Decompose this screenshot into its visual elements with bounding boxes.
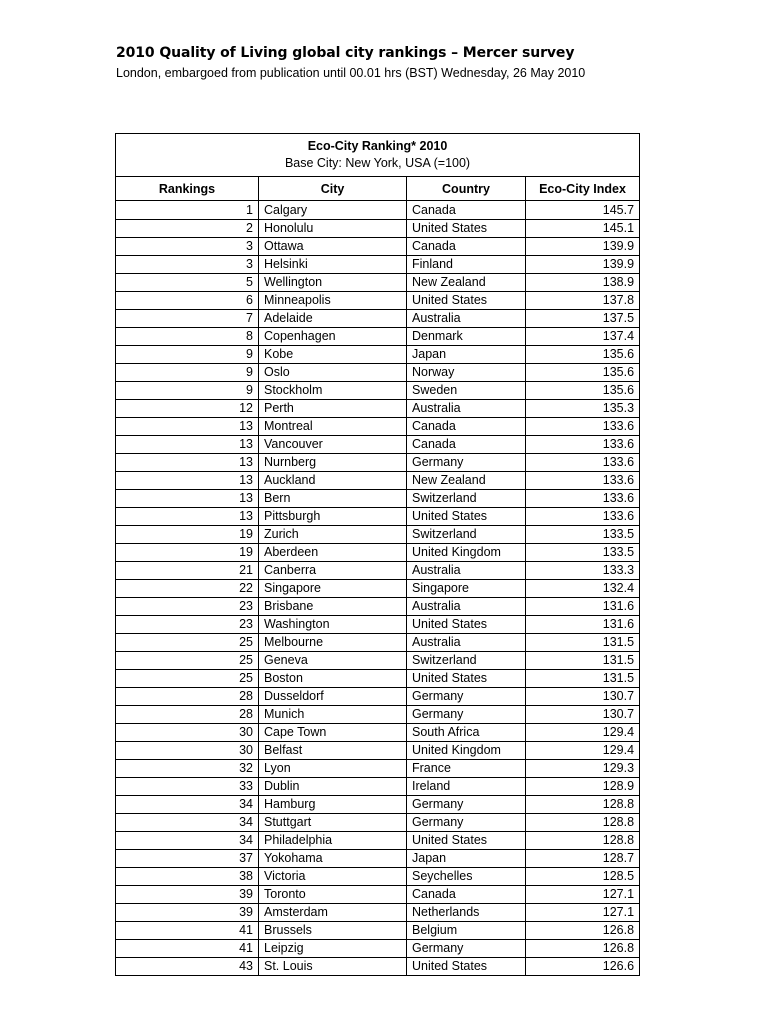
table-row: [116, 508, 640, 526]
table-row: [116, 832, 640, 850]
city-cell: St. Louis: [259, 958, 407, 976]
document-subtitle: London, embargoed from publication until 00.01 hrs (BST) Wednesday, 26 May 2010: [116, 66, 586, 80]
table-row: [116, 238, 640, 256]
table-row: [116, 490, 640, 508]
city-cell: Vancouver: [259, 436, 407, 454]
city-cell: Auckland: [259, 472, 407, 490]
rank-cell: 6: [116, 292, 259, 310]
city-cell: Singapore: [259, 580, 407, 598]
rank-cell: 22: [116, 580, 259, 598]
table-row: [116, 616, 640, 634]
index-cell: 130.7: [526, 688, 640, 706]
index-cell: 126.6: [526, 958, 640, 976]
index-cell: 128.8: [526, 832, 640, 850]
country-cell: Ireland: [407, 778, 526, 796]
rank-cell: 30: [116, 724, 259, 742]
city-cell: Honolulu: [259, 220, 407, 238]
city-cell: Melbourne: [259, 634, 407, 652]
rank-cell: 1: [116, 201, 259, 220]
city-cell: Toronto: [259, 886, 407, 904]
table-row: [116, 904, 640, 922]
rank-cell: 13: [116, 472, 259, 490]
city-cell: Leipzig: [259, 940, 407, 958]
country-cell: New Zealand: [407, 472, 526, 490]
index-cell: 126.8: [526, 940, 640, 958]
city-cell: Belfast: [259, 742, 407, 760]
country-cell: Australia: [407, 598, 526, 616]
index-cell: 137.8: [526, 292, 640, 310]
city-cell: Pittsburgh: [259, 508, 407, 526]
city-cell: Dusseldorf: [259, 688, 407, 706]
table-row: [116, 382, 640, 400]
index-cell: 135.6: [526, 346, 640, 364]
index-cell: 129.4: [526, 742, 640, 760]
country-cell: Netherlands: [407, 904, 526, 922]
index-cell: 138.9: [526, 274, 640, 292]
rank-cell: 41: [116, 940, 259, 958]
city-cell: Amsterdam: [259, 904, 407, 922]
rank-cell: 43: [116, 958, 259, 976]
table-row: [116, 220, 640, 238]
index-cell: 133.6: [526, 418, 640, 436]
table-row: [116, 670, 640, 688]
index-cell: 130.7: [526, 706, 640, 724]
city-cell: Ottawa: [259, 238, 407, 256]
country-cell: Germany: [407, 814, 526, 832]
index-cell: 128.8: [526, 796, 640, 814]
table-row: [116, 274, 640, 292]
rank-cell: 19: [116, 526, 259, 544]
index-cell: 133.6: [526, 508, 640, 526]
table-row: [116, 598, 640, 616]
rank-cell: 39: [116, 886, 259, 904]
table-row: [116, 562, 640, 580]
city-cell: Dublin: [259, 778, 407, 796]
city-cell: Philadelphia: [259, 832, 407, 850]
table-row: [116, 400, 640, 418]
city-cell: Montreal: [259, 418, 407, 436]
city-cell: Canberra: [259, 562, 407, 580]
index-cell: 131.5: [526, 670, 640, 688]
country-cell: Denmark: [407, 328, 526, 346]
rank-cell: 28: [116, 706, 259, 724]
city-cell: Kobe: [259, 346, 407, 364]
table-row: [116, 256, 640, 274]
table-row: [116, 328, 640, 346]
header-eco-city-index: Eco-City Index: [526, 177, 640, 201]
city-cell: Nurnberg: [259, 454, 407, 472]
rank-cell: 28: [116, 688, 259, 706]
table-row: [116, 436, 640, 454]
city-cell: Victoria: [259, 868, 407, 886]
rank-cell: 25: [116, 652, 259, 670]
city-cell: Bern: [259, 490, 407, 508]
table-row: [116, 778, 640, 796]
index-cell: 137.5: [526, 310, 640, 328]
index-cell: 131.6: [526, 598, 640, 616]
index-cell: 137.4: [526, 328, 640, 346]
rank-cell: 2: [116, 220, 259, 238]
city-cell: Boston: [259, 670, 407, 688]
country-cell: South Africa: [407, 724, 526, 742]
table-row: [116, 868, 640, 886]
table-row: [116, 724, 640, 742]
country-cell: Finland: [407, 256, 526, 274]
rank-cell: 23: [116, 616, 259, 634]
country-cell: United States: [407, 832, 526, 850]
table-row: [116, 706, 640, 724]
rank-cell: 13: [116, 454, 259, 472]
country-cell: Japan: [407, 346, 526, 364]
rank-cell: 19: [116, 544, 259, 562]
country-cell: United States: [407, 220, 526, 238]
table-row: [116, 580, 640, 598]
city-cell: Stuttgart: [259, 814, 407, 832]
rank-cell: 13: [116, 418, 259, 436]
city-cell: Perth: [259, 400, 407, 418]
country-cell: France: [407, 760, 526, 778]
table-row: [116, 940, 640, 958]
index-cell: 145.7: [526, 201, 640, 220]
country-cell: Australia: [407, 634, 526, 652]
city-cell: Munich: [259, 706, 407, 724]
index-cell: 133.5: [526, 544, 640, 562]
index-cell: 131.5: [526, 634, 640, 652]
table-row: [116, 454, 640, 472]
index-cell: 132.4: [526, 580, 640, 598]
country-cell: United Kingdom: [407, 742, 526, 760]
city-cell: Calgary: [259, 201, 407, 220]
table-row: [116, 310, 640, 328]
country-cell: United Kingdom: [407, 544, 526, 562]
index-cell: 128.7: [526, 850, 640, 868]
rank-cell: 9: [116, 364, 259, 382]
country-cell: United States: [407, 958, 526, 976]
table-caption-title: Eco-City Ranking* 2010: [307, 139, 448, 153]
rank-cell: 25: [116, 670, 259, 688]
index-cell: 133.6: [526, 436, 640, 454]
city-cell: Zurich: [259, 526, 407, 544]
rank-cell: 13: [116, 436, 259, 454]
country-cell: United States: [407, 616, 526, 634]
rank-cell: 21: [116, 562, 259, 580]
city-cell: Yokohama: [259, 850, 407, 868]
city-cell: Stockholm: [259, 382, 407, 400]
table-row: [116, 364, 640, 382]
country-cell: Canada: [407, 886, 526, 904]
table-row: [116, 634, 640, 652]
table-row: [116, 292, 640, 310]
country-cell: Switzerland: [407, 526, 526, 544]
country-cell: Singapore: [407, 580, 526, 598]
city-cell: Cape Town: [259, 724, 407, 742]
country-cell: Canada: [407, 201, 526, 220]
index-cell: 133.5: [526, 526, 640, 544]
country-cell: Canada: [407, 436, 526, 454]
city-cell: Brussels: [259, 922, 407, 940]
index-cell: 126.8: [526, 922, 640, 940]
rank-cell: 34: [116, 814, 259, 832]
country-cell: Germany: [407, 796, 526, 814]
country-cell: Australia: [407, 562, 526, 580]
table-row: [116, 526, 640, 544]
index-cell: 129.4: [526, 724, 640, 742]
table-row: [116, 742, 640, 760]
table-row: [116, 472, 640, 490]
country-cell: United States: [407, 508, 526, 526]
country-cell: Switzerland: [407, 652, 526, 670]
table-row: [116, 544, 640, 562]
rank-cell: 13: [116, 490, 259, 508]
index-cell: 139.9: [526, 238, 640, 256]
header-city: City: [259, 177, 407, 201]
document-title: 2010 Quality of Living global city rankings – Mercer survey: [116, 45, 575, 61]
city-cell: Lyon: [259, 760, 407, 778]
country-cell: Germany: [407, 688, 526, 706]
index-cell: 128.8: [526, 814, 640, 832]
index-cell: 135.6: [526, 382, 640, 400]
table-header-row: [116, 177, 640, 201]
country-cell: Canada: [407, 238, 526, 256]
index-cell: 129.3: [526, 760, 640, 778]
rank-cell: 34: [116, 832, 259, 850]
index-cell: 131.5: [526, 652, 640, 670]
country-cell: Seychelles: [407, 868, 526, 886]
city-cell: Oslo: [259, 364, 407, 382]
rank-cell: 7: [116, 310, 259, 328]
city-cell: Helsinki: [259, 256, 407, 274]
table-row: [116, 760, 640, 778]
index-cell: 135.6: [526, 364, 640, 382]
rank-cell: 3: [116, 238, 259, 256]
index-cell: 145.1: [526, 220, 640, 238]
country-cell: New Zealand: [407, 274, 526, 292]
rank-cell: 39: [116, 904, 259, 922]
index-cell: 127.1: [526, 904, 640, 922]
index-cell: 128.5: [526, 868, 640, 886]
table-row: [116, 796, 640, 814]
rank-cell: 9: [116, 346, 259, 364]
index-cell: 135.3: [526, 400, 640, 418]
rank-cell: 38: [116, 868, 259, 886]
rank-cell: 41: [116, 922, 259, 940]
table-row: [116, 201, 640, 220]
country-cell: Germany: [407, 940, 526, 958]
index-cell: 139.9: [526, 256, 640, 274]
rank-cell: 30: [116, 742, 259, 760]
country-cell: Norway: [407, 364, 526, 382]
rank-cell: 13: [116, 508, 259, 526]
city-cell: Aberdeen: [259, 544, 407, 562]
country-cell: Australia: [407, 310, 526, 328]
index-cell: 131.6: [526, 616, 640, 634]
rank-cell: 9: [116, 382, 259, 400]
country-cell: Japan: [407, 850, 526, 868]
table-caption-base: Base City: New York, USA (=100): [284, 156, 471, 170]
index-cell: 133.3: [526, 562, 640, 580]
rank-cell: 8: [116, 328, 259, 346]
rank-cell: 34: [116, 796, 259, 814]
table-row: [116, 958, 640, 976]
table-row: [116, 418, 640, 436]
country-cell: United States: [407, 292, 526, 310]
country-cell: Belgium: [407, 922, 526, 940]
rank-cell: 3: [116, 256, 259, 274]
rank-cell: 32: [116, 760, 259, 778]
rank-cell: 23: [116, 598, 259, 616]
country-cell: Switzerland: [407, 490, 526, 508]
city-cell: Hamburg: [259, 796, 407, 814]
rank-cell: 5: [116, 274, 259, 292]
rank-cell: 33: [116, 778, 259, 796]
index-cell: 133.6: [526, 472, 640, 490]
header-rankings: Rankings: [116, 177, 259, 201]
table-row: [116, 922, 640, 940]
index-cell: 133.6: [526, 490, 640, 508]
index-cell: 128.9: [526, 778, 640, 796]
table-row: [116, 814, 640, 832]
country-cell: United States: [407, 670, 526, 688]
country-cell: Sweden: [407, 382, 526, 400]
city-cell: Brisbane: [259, 598, 407, 616]
country-cell: Canada: [407, 418, 526, 436]
rank-cell: 37: [116, 850, 259, 868]
table-row: [116, 346, 640, 364]
city-cell: Minneapolis: [259, 292, 407, 310]
header-country: Country: [407, 177, 526, 201]
country-cell: Germany: [407, 706, 526, 724]
table-caption: [116, 134, 640, 177]
rank-cell: 12: [116, 400, 259, 418]
city-cell: Adelaide: [259, 310, 407, 328]
city-cell: Copenhagen: [259, 328, 407, 346]
index-cell: 133.6: [526, 454, 640, 472]
table-row: [116, 688, 640, 706]
table-row: [116, 652, 640, 670]
index-cell: 127.1: [526, 886, 640, 904]
city-cell: Washington: [259, 616, 407, 634]
country-cell: Germany: [407, 454, 526, 472]
city-cell: Wellington: [259, 274, 407, 292]
rank-cell: 25: [116, 634, 259, 652]
country-cell: Australia: [407, 400, 526, 418]
city-cell: Geneva: [259, 652, 407, 670]
table-row: [116, 850, 640, 868]
table-row: [116, 886, 640, 904]
eco-city-ranking-table: [115, 133, 640, 976]
